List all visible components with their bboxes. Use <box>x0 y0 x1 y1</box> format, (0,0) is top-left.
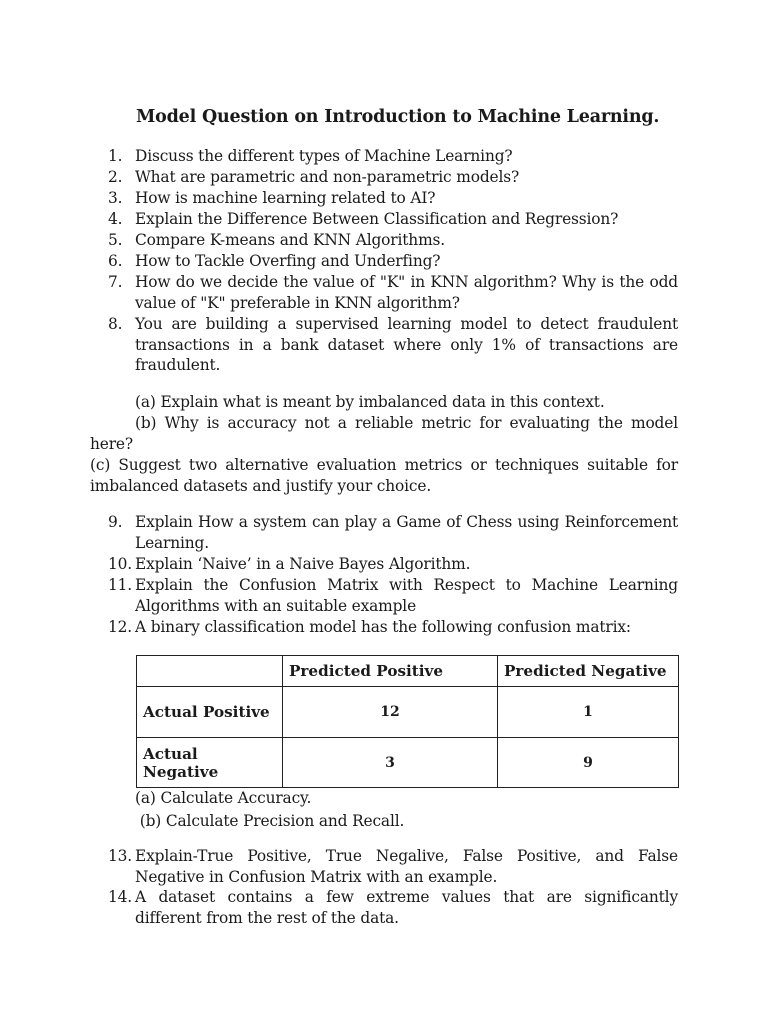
question-item <box>108 230 678 251</box>
question-text: You are building a supervised learning model to detect fraudulent transactions in a bank dataset where only 1% of transactions are fraudulent. <box>135 315 678 375</box>
question-number: 10. <box>108 555 133 573</box>
question-item <box>108 512 678 553</box>
q12-part-a: (a) Calculate Accuracy. <box>135 789 312 807</box>
question-text: Explain the Confusion Matrix with Respect to Machine Learning Algorithms with an suitable example <box>135 576 678 615</box>
table-header-row <box>137 656 679 687</box>
table-corner-cell <box>137 656 283 687</box>
question-number: 6. <box>108 252 123 270</box>
question-item <box>108 251 678 272</box>
question-text: Explain the Difference Between Classification and Regression? <box>135 210 619 228</box>
table-row <box>137 738 679 788</box>
question-number: 3. <box>108 189 123 207</box>
question-text: How do we decide the value of "K" in KNN algorithm? Why is the odd value of "K" preferable in KNN algorithm? <box>135 273 678 312</box>
column-header-predicted-negative: Predicted Negative <box>498 656 679 687</box>
question-item <box>108 167 678 188</box>
table-cell: 9 <box>498 738 679 788</box>
question-text: Explain ‘Naive’ in a Naive Bayes Algorithm. <box>135 555 471 573</box>
q8-part-c: (c) Suggest two alternative evaluation metrics or techniques suitable for imbalanced datasets and justify your choice. <box>90 456 678 495</box>
table-row <box>137 687 679 738</box>
q12-part-b: (b) Calculate Precision and Recall. <box>135 812 405 830</box>
row-header-actual-positive: Actual Positive <box>137 687 283 738</box>
question-text: How to Tackle Overfing and Underfing? <box>135 252 441 270</box>
question-item <box>108 554 678 575</box>
question-item <box>108 314 678 376</box>
question-text: Explain How a system can play a Game of Chess using Reinforcement Learning. <box>135 513 678 552</box>
table-cell: 12 <box>283 687 498 738</box>
question-number: 1. <box>108 147 123 165</box>
question-text: What are parametric and non-parametric models? <box>135 168 520 186</box>
question-number: 13. <box>108 847 133 865</box>
question-item <box>108 188 678 209</box>
question-item <box>108 209 678 230</box>
question-text: Compare K-means and KNN Algorithms. <box>135 231 446 249</box>
question-number: 8. <box>108 315 123 333</box>
question-number: 2. <box>108 168 123 186</box>
table-cell: 3 <box>283 738 498 788</box>
q8-part-a: (a) Explain what is meant by imbalanced data in this context. <box>135 393 605 411</box>
page-title: Model Question on Introduction to Machine Learning. <box>136 107 660 127</box>
question-item <box>108 272 678 313</box>
question-number: 12. <box>108 618 133 636</box>
question-number: 5. <box>108 231 123 249</box>
question-item <box>108 575 678 616</box>
column-header-predicted-positive: Predicted Positive <box>283 656 498 687</box>
question-text: Explain-True Positive, True Negalive, False Positive, and False Negative in Confusion Matrix with an example. <box>135 847 678 886</box>
question-item <box>108 887 678 928</box>
confusion-matrix-table <box>136 655 679 788</box>
question-text: A binary classification model has the following confusion matrix: <box>135 618 631 636</box>
q8-part-b: (b) Why is accuracy not a reliable metric for evaluating the model here? <box>90 414 678 453</box>
question-text: A dataset contains a few extreme values that are significantly different from the rest of the data. <box>135 888 678 927</box>
question-number: 11. <box>108 576 133 594</box>
question-item <box>108 617 678 638</box>
question-text: How is machine learning related to AI? <box>135 189 436 207</box>
question-number: 9. <box>108 513 123 531</box>
table-cell: 1 <box>498 687 679 738</box>
question-number: 7. <box>108 273 123 291</box>
question-number: 14. <box>108 888 133 906</box>
question-item <box>108 846 678 887</box>
question-item <box>108 146 678 167</box>
question-text: Discuss the different types of Machine Learning? <box>135 147 513 165</box>
question-number: 4. <box>108 210 123 228</box>
row-header-actual-negative: Actual Negative <box>137 738 283 788</box>
